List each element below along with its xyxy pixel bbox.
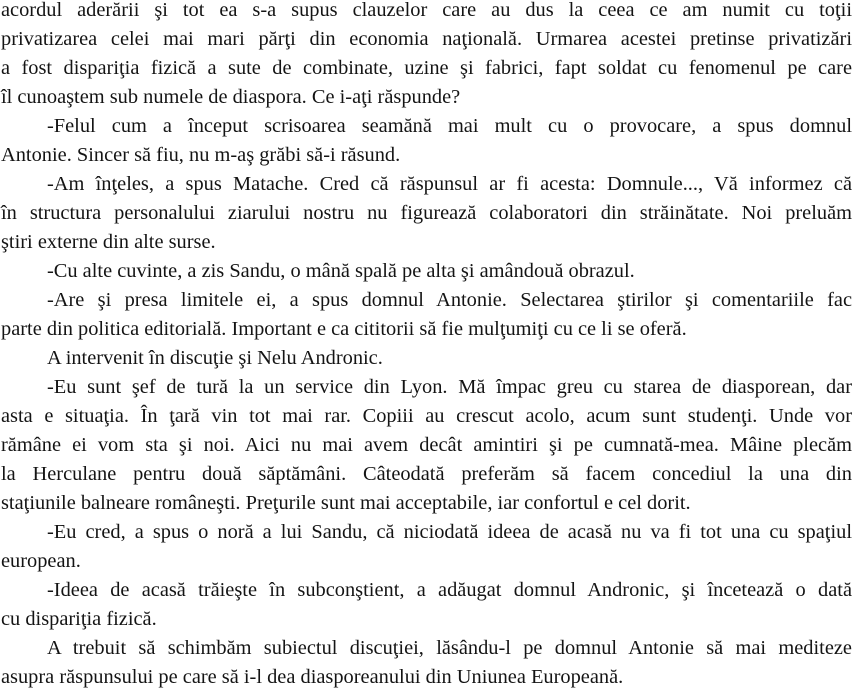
text-line: -Eu cred, a spus o noră a lui Sandu, că niciodată ideea de acasă nu va fi tot una cu spaţiul (47, 521, 852, 543)
text-line: cu dispariţia fizică. (1, 608, 157, 630)
text-line: rămâne ei vom sta şi noi. Aici nu mai avem decât amintiri şi pe cumnată-mea. Mâine plecăm (1, 434, 852, 456)
text-line: european. (1, 550, 81, 572)
text-line: -Felul cum a început scrisoarea seamănă mai mult cu o provocare, a spus domnul (47, 115, 852, 137)
text-line: -Ideea de acasă trăieşte în subconştient, a adăugat domnul Andronic, şi încetează o dată (47, 579, 852, 601)
text-line: staţiunile balneare româneşti. Preţurile sunt mai acceptabile, iar confortul e cel dorit. (1, 492, 691, 514)
text-line: -Are şi presa limitele ei, a spus domnul Antonie. Selectarea ştirilor şi comentariile fac (47, 289, 852, 311)
text-line: A trebuit să schimbăm subiectul discuţiei, lăsându-l pe domnul Antonie să mai mediteze (47, 637, 852, 659)
text-line: parte din politica editorială. Important e ca cititorii să fie mulţumiţi cu ce li se oferă. (1, 318, 687, 340)
text-line: ştiri externe din alte surse. (1, 231, 216, 253)
text-line: îl cunoaştem sub numele de diaspora. Ce i-aţi răspunde? (1, 86, 461, 108)
text-line: A intervenit în discuţie şi Nelu Andronic. (47, 347, 383, 369)
text-line: asupra răspunsului pe care să i-l dea diasporeanului din Uniunea Europeană. (1, 666, 624, 688)
text-line: în structura personalului ziarului nostru nu figurează colaboratori din străinătate. Noi preluăm (1, 202, 852, 224)
text-line: acordul aderării şi tot ea s-a supus clauzelor care au dus la ceea ce am numit cu toţii (1, 0, 852, 21)
text-line: -Cu alte cuvinte, a zis Sandu, o mână spală pe alta şi amândouă obrazul. (47, 260, 635, 282)
text-line: la Herculane pentru două săptămâni. Câteodată preferăm să facem concediul la una din (1, 463, 852, 485)
text-line: -Eu sunt şef de tură la un service din Lyon. Mă împac greu cu starea de diasporean, dar (47, 376, 852, 398)
text-line: asta e situaţia. În ţară vin tot mai rar. Copiii au crescut acolo, acum sunt studenţi. Unde vor (1, 405, 852, 427)
text-line: privatizarea celei mai mari părţi din economia naţională. Urmarea acestei pretinse privatizări (1, 28, 852, 50)
text-line: Antonie. Sincer să fiu, nu m-aş grăbi să-i răsund. (1, 144, 401, 166)
text-line: -Am înţeles, a spus Matache. Cred că răspunsul ar fi acesta: Domnule..., Vă informez că (47, 173, 852, 195)
text-line: a fost dispariţia fizică a sute de combinate, uzine şi fabrici, fapt soldat cu fenomenul pe care (1, 57, 852, 79)
